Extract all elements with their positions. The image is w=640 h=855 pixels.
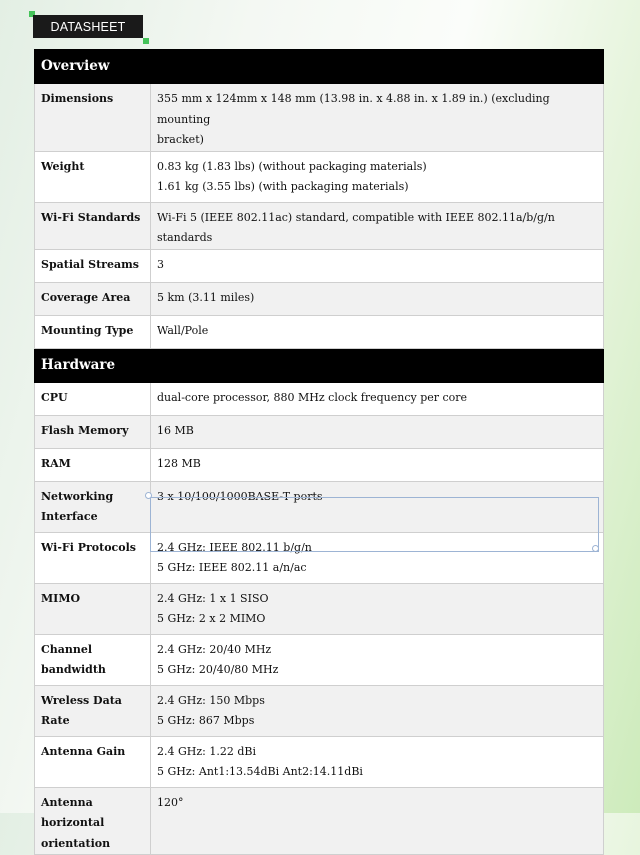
row-value: 3 x 10/100/1000BASE-T ports: [151, 481, 604, 532]
table-row: [35, 249, 604, 282]
table-row: [35, 84, 604, 152]
label-line: orientation: [41, 836, 111, 850]
table-row: [35, 315, 604, 348]
row-label: Flash Memory: [35, 415, 151, 448]
value-line: 5 GHz: 867 Mbps: [157, 714, 255, 727]
section-title: Hardware: [35, 348, 604, 382]
row-value: [151, 84, 604, 152]
row-label: [35, 481, 151, 532]
label-line: Channel: [41, 642, 93, 656]
row-label: Wreless Data Rate: [35, 685, 151, 736]
row-value: [151, 634, 604, 685]
value-line: 5 GHz: 20/40/80 MHz: [157, 663, 279, 676]
row-label: Coverage Area: [35, 282, 151, 315]
label-line: bandwidth: [41, 663, 106, 676]
row-value: 128 MB: [151, 448, 604, 481]
row-label: Spatial Streams: [35, 249, 151, 282]
value-line: 2.4 GHz: 20/40 MHz: [157, 642, 272, 656]
tag-corner-marker: [143, 38, 149, 44]
table-row: [35, 382, 604, 415]
row-label: Weight: [35, 151, 151, 202]
row-label: [35, 634, 151, 685]
table-row: [35, 481, 604, 532]
row-label: Wi-Fi Standards: [35, 202, 151, 249]
row-value: 5 km (3.11 miles): [151, 282, 604, 315]
section-header-hardware: [35, 348, 604, 382]
section-header-overview: [35, 50, 604, 84]
selection-resize-handle[interactable]: [145, 492, 152, 499]
value-line: 2.4 GHz: 1 x 1 SISO: [157, 591, 269, 605]
selection-resize-handle[interactable]: [592, 545, 599, 552]
value-line: 2.4 GHz: 150 Mbps: [157, 693, 265, 707]
row-value: Wi-Fi 5 (IEEE 802.11ac) standard, compatible with IEEE 802.11a/b/g/n standards: [151, 202, 604, 249]
row-label: Wi-Fi Protocols: [35, 532, 151, 583]
table-row: [35, 685, 604, 736]
spec-table: [34, 49, 604, 855]
row-value: dual-core processor, 880 MHz clock frequency per core: [151, 382, 604, 415]
value-line: 1.61 kg (3.55 lbs) (with packaging materials): [157, 180, 409, 193]
table-row: [35, 151, 604, 202]
value-line: 5 GHz: Ant1:13.54dBi Ant2:14.11dBi: [157, 765, 363, 778]
row-value: [151, 736, 604, 787]
row-label: RAM: [35, 448, 151, 481]
value-line: 2.4 GHz: 1.22 dBi: [157, 744, 256, 758]
row-label: [35, 787, 151, 855]
value-line: 5 GHz: 2 x 2 MIMO: [157, 612, 266, 625]
datasheet-tag: DATASHEET: [33, 15, 143, 38]
label-line: Antenna horizontal: [41, 795, 105, 829]
row-label: Mounting Type: [35, 315, 151, 348]
row-value: [151, 151, 604, 202]
row-value: [151, 583, 604, 634]
row-label: CPU: [35, 382, 151, 415]
table-row: [35, 634, 604, 685]
table-row: [35, 448, 604, 481]
row-value: Wall/Pole: [151, 315, 604, 348]
row-value: 16 MB: [151, 415, 604, 448]
value-line: 2.4 GHz: IEEE 802.11 b/g/n: [157, 540, 312, 554]
table-row: [35, 787, 604, 855]
table-row: [35, 532, 604, 583]
label-line: Interface: [41, 510, 98, 523]
section-title: Overview: [35, 50, 604, 84]
table-row: [35, 282, 604, 315]
row-label: Dimensions: [35, 84, 151, 152]
value-line: 5 GHz: IEEE 802.11 a/n/ac: [157, 561, 307, 574]
table-row: [35, 415, 604, 448]
row-value: 120°: [151, 787, 604, 855]
row-label: Antenna Gain: [35, 736, 151, 787]
row-value: [151, 685, 604, 736]
value-line: bracket): [157, 133, 204, 146]
table-row: [35, 736, 604, 787]
row-value[interactable]: [151, 532, 604, 583]
row-value: 3: [151, 249, 604, 282]
table-row: [35, 583, 604, 634]
value-line: 355 mm x 124mm x 148 mm (13.98 in. x 4.88 in. x 1.89 in.) (excluding mounting: [157, 92, 550, 126]
value-line: 0.83 kg (1.83 lbs) (without packaging materials): [157, 159, 427, 173]
table-row: [35, 202, 604, 249]
label-line: Networking: [41, 489, 114, 503]
row-label: MIMO: [35, 583, 151, 634]
